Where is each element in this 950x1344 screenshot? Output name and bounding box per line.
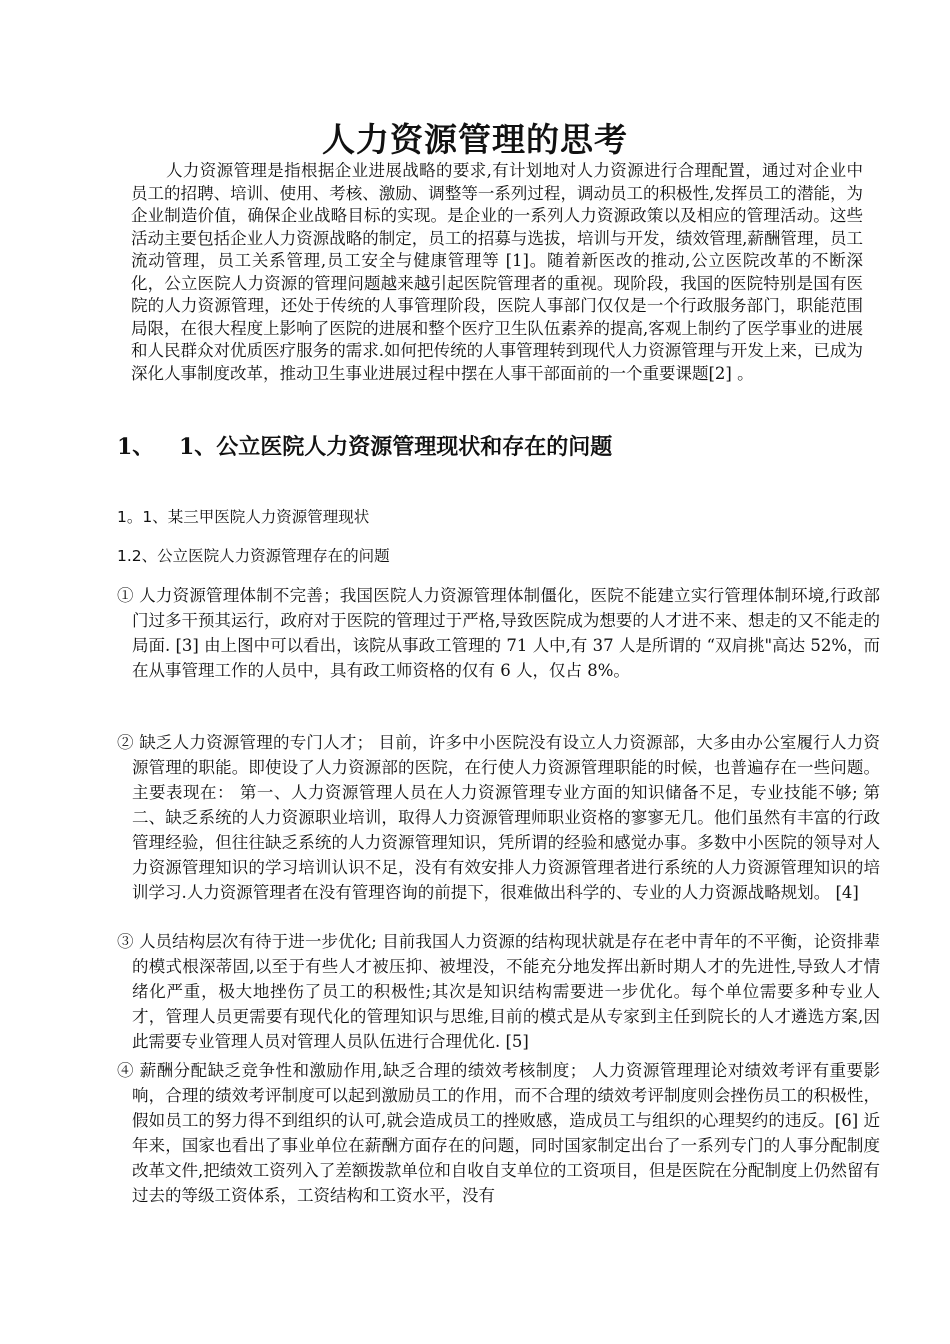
section-heading	[117, 432, 877, 462]
intro-paragraph: 人力资源管理是指根据企业进展战略的要求,有计划地对人力资源进行合理配置，通过对企业中员工的招聘、培训、使用、考核、激励、调整等一系列过程，调动员工的积极性,发挥员工的潜能，为企业制造价值，确保企业战略目标的实现。是企业的一系列人力资源政策以及相应的管理活动。这些活动主要包括企业人力资源战略的制定，员工的招募与选拔，培训与开发，绩效管理,薪酬管理，员工流动管理，员工关系管理,员工安全与健康管理等 [1]。随着新医改的推动,公立医院改革的不断深化，公立医院人力资源的管理问题越来越引起医院管理者的重视。现阶段，我国的医院特别是国有医院的人力资源管理，还处于传统的人事管理阶段，医院人事部门仅仅是一个行政服务部门，职能范围局限，在很大程度上影响了医院的进展和整个医疗卫生队伍素养的提高,客观上制约了医学事业的进展和人民群众对优质医疗服务的需求.如何把传统的人事管理转到现代人力资源管理与开发上来，已成为深化人事制度改革，推动卫生事业进展过程中摆在人事干部面前的一个重要课题[2] 。	[131, 161, 863, 383]
problem-item-1: ① 人力资源管理体制不完善；我国医院人力资源管理体制僵化，医院不能建立实行管理体制环境,行政部门过多干预其运行，政府对于医院的管理过于严格,导致医院成为想要的人才进不来、想走的又不能走的局面. [3] 由上图中可以看出，该院从事政工管理的 71 人中,有 37 人是所谓的 “双肩挑"高达 52%，而在从事管理工作的人员中，具有政工师资格的仅有 6 人，仅占 8%。	[117, 586, 881, 680]
subsection-heading-1: 1。1、某三甲医院人力资源管理现状	[117, 508, 370, 526]
problem-item-2: ② 缺乏人力资源管理的专门人才； 目前，许多中小医院没有设立人力资源部，大多由办公室履行人力资源管理的职能。即使设了人力资源部的医院，在行使人力资源管理职能的时候，也普遍存在一些问题。主要表现在： 第一、人力资源管理人员在人力资源管理专业方面的知识储备不足，专业技能不够; 第二、缺乏系统的人力资源职业培训，取得人力资源管理师职业资格的寥寥无几。他们虽然有丰富的行政管理经验，但往往缺乏系统的人力资源管理知识，凭所谓的经验和感觉办事。多数中小医院的领导对人力资源管理知识的学习培训认识不足，没有有效安排人力资源管理者进行系统的人力资源管理知识的培训学习.人力资源管理者在没有管理咨询的前提下，很难做出科学的、专业的人力资源战略规划。 [4]	[117, 733, 880, 902]
section-heading-text: 1、公立医院人力资源管理现状和存在的问题	[179, 434, 613, 460]
problem-item-4: ④ 薪酬分配缺乏竞争性和激励作用,缺乏合理的绩效考核制度； 人力资源管理理论对绩效考评有重要影响，合理的绩效考评制度可以起到激励员工的作用，而不合理的绩效考评制度则会挫伤员工的积极性，假如员工的努力得不到组织的认可,就会造成员工的挫败感，造成员工与组织的心理契约的违反。[6] 近年来，国家也看出了事业单位在薪酬方面存在的问题，同时国家制定出台了一系列专门的人事分配制度改革文件,把绩效工资列入了差额拨款单位和自收自支单位的工资项目，但是医院在分配制度上仍然留有过去的等级工资体系，工资结构和工资水平，没有	[117, 1061, 880, 1205]
problem-item-3: ③ 人员结构层次有待于进一步优化; 目前我国人力资源的结构现状就是存在老中青年的不平衡，论资排辈的模式根深蒂固,以至于有些人才被压抑、被埋没，不能充分地发挥出新时期人才的先进性,导致人才情绪化严重，极大地挫伤了员工的积极性;其次是知识结构需要进一步优化。每个单位需要多种专业人才，管理人员更需要有现代化的管理知识与思维,目前的模式是从专家到主任到院长的人才遴选方案,因此需要专业管理人员对管理人员队伍进行合理优化. [5]	[117, 932, 880, 1051]
document-title: 人力资源管理的思考	[322, 120, 628, 159]
section-heading-number: 1、	[117, 434, 155, 460]
subsection-heading-2: 1.2、公立医院人力资源管理存在的问题	[117, 547, 390, 565]
